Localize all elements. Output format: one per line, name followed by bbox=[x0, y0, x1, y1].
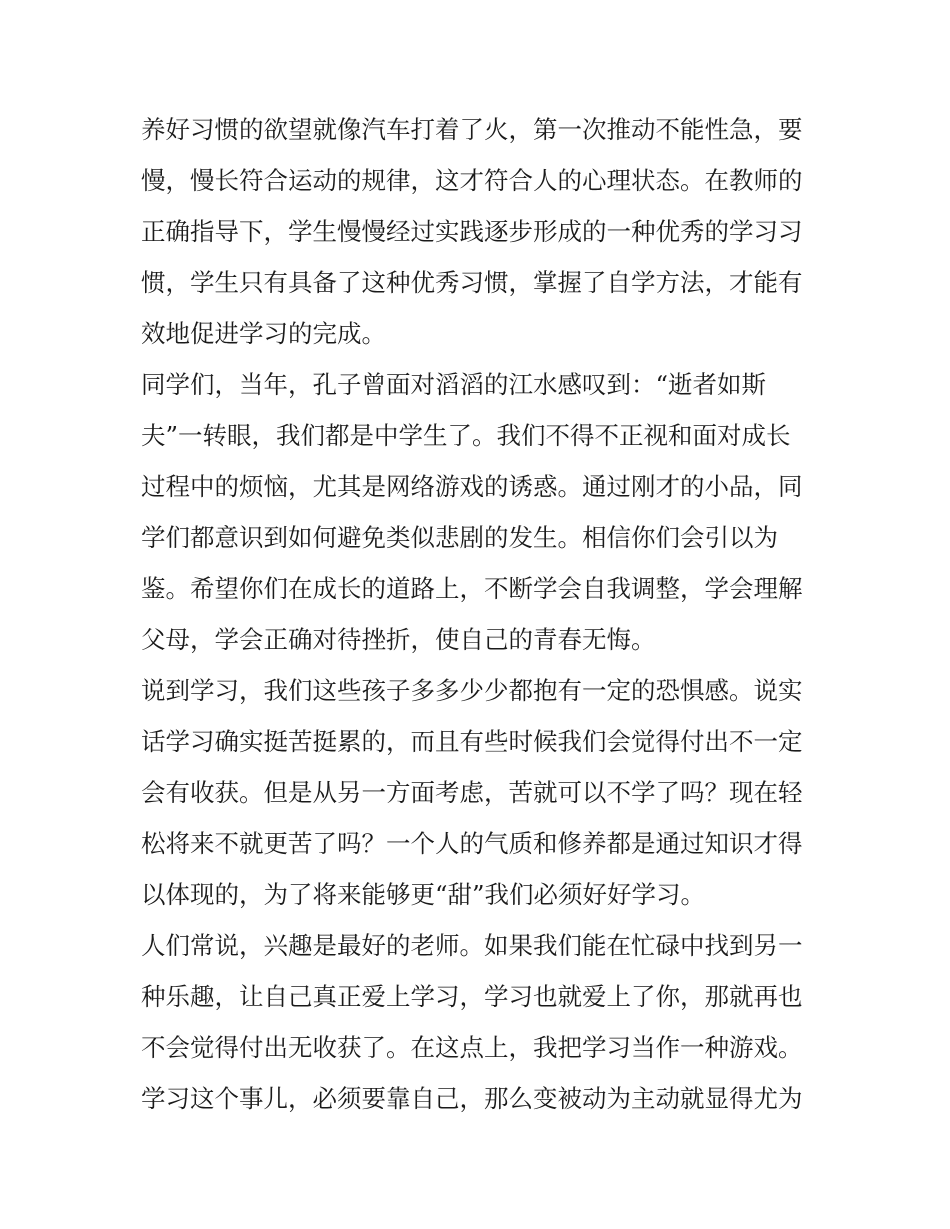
body-text bbox=[141, 104, 831, 1124]
text-line: 不会觉得付出无收获了。在这点上，我把学习当作一种游戏。 bbox=[141, 1033, 803, 1062]
text-line: 惯，学生只有具备了这种优秀习惯，掌握了自学方法，才能有 bbox=[141, 268, 803, 297]
text-line: 过程中的烦恼，尤其是网络游戏的诱惑。通过刚才的小品，同 bbox=[141, 472, 803, 501]
text-line: 话学习确实挺苦挺累的，而且有些时候我们会觉得付出不一定 bbox=[141, 727, 803, 756]
text-line: 以体现的，为了将来能够更“甜”我们必须好好学习。 bbox=[141, 880, 706, 909]
text-line: 松将来不就更苦了吗？一个人的气质和修养都是通过知识才得 bbox=[141, 829, 803, 858]
text-line: 鉴。希望你们在成长的道路上，不断学会自我调整，学会理解 bbox=[141, 574, 803, 603]
text-line: 同学们，当年，孔子曾面对滔滔的江水感叹到：“逝者如斯 bbox=[141, 370, 767, 399]
text-line: 夫”一转眼，我们都是中学生了。我们不得不正视和面对成长 bbox=[141, 421, 791, 450]
text-line: 会有收获。但是从另一方面考虑，苦就可以不学了吗？现在轻 bbox=[141, 778, 803, 807]
text-line: 学们都意识到如何避免类似悲剧的发生。相信你们会引以为 bbox=[141, 523, 778, 552]
text-line: 父母，学会正确对待挫折，使自己的青春无悔。 bbox=[141, 625, 656, 654]
text-line: 效地促进学习的完成。 bbox=[141, 319, 386, 348]
text-line: 说到学习，我们这些孩子多多少少都抱有一定的恐惧感。说实 bbox=[141, 676, 803, 705]
text-line: 种乐趣，让自己真正爱上学习，学习也就爱上了你，那就再也 bbox=[141, 982, 803, 1011]
text-line: 慢，慢长符合运动的规律，这才符合人的心理状态。在教师的 bbox=[141, 166, 803, 195]
text-line: 学习这个事儿，必须要靠自己，那么变被动为主动就显得尤为 bbox=[141, 1084, 803, 1113]
text-line: 人们常说，兴趣是最好的老师。如果我们能在忙碌中找到另一 bbox=[141, 931, 803, 960]
text-line: 养好习惯的欲望就像汽车打着了火，第一次推动不能性急，要 bbox=[141, 115, 803, 144]
text-line: 正确指导下，学生慢慢经过实践逐步形成的一种优秀的学习习 bbox=[141, 217, 803, 246]
